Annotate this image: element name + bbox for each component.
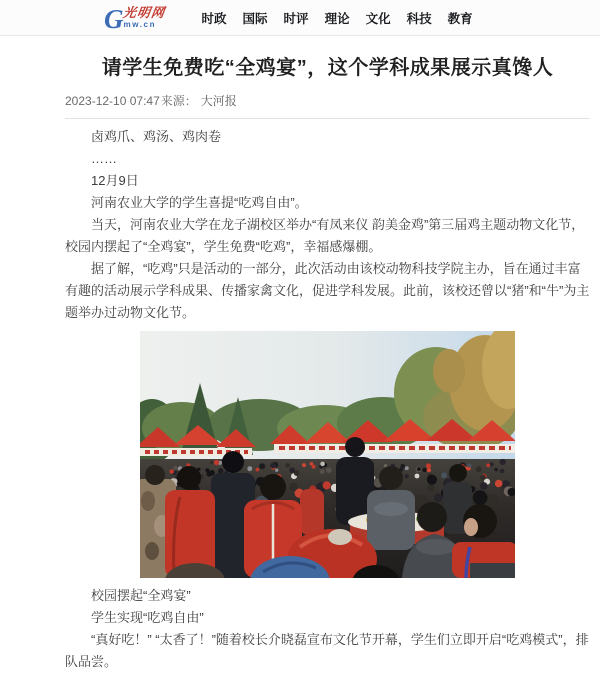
logo-g-glyph: G <box>104 3 124 34</box>
paragraph: 12月9日 <box>91 173 139 188</box>
article-title: 请学生免费吃“全鸡宴”，这个学科成果展示真馋人 <box>101 57 554 79</box>
article <box>0 55 600 673</box>
main-nav <box>202 9 473 27</box>
source-label: 来源： <box>160 94 197 108</box>
site-header <box>0 0 600 36</box>
article-body <box>65 119 590 673</box>
nav-item-commentary[interactable]: 时评 <box>283 11 309 26</box>
photo-illustration <box>140 331 515 578</box>
source-name: 大河报 <box>200 94 237 108</box>
nav-item-education[interactable]: 教育 <box>447 11 473 26</box>
site-logo[interactable] <box>104 3 166 34</box>
nav-item-tech[interactable]: 科技 <box>406 11 432 26</box>
paragraph: “真好吃！” “太香了！”随着校长介晓磊宣布文化节开幕，学生们立即开启“吃鸡模式”，排队品尝。 <box>65 632 589 669</box>
paragraph: 据了解，“吃鸡”只是活动的一部分，此次活动由该校动物科技学院主办，旨在通过丰富有趣的活动展示学科成果、传播家禽文化，促进学科发展。此前，该校还曾以“猪”和“牛”为主题举办过动物文化节。 <box>65 261 590 320</box>
nav-item-culture[interactable]: 文化 <box>365 11 391 26</box>
paragraph: 当天，河南农业大学在龙子湖校区举办“有凤来仪 韵美金鸡”第三届鸡主题动物文化节，校园内摆起了“全鸡宴”，学生免费“吃鸡”，幸福感爆棚。 <box>65 217 585 254</box>
nav-item-international[interactable]: 国际 <box>242 11 268 26</box>
logo-text-stack <box>121 4 166 29</box>
nav-item-politics[interactable]: 时政 <box>201 11 227 26</box>
paragraph: 河南农业大学的学生喜提“吃鸡自由”。 <box>91 195 308 210</box>
photo-caption: 学生实现“吃鸡自由” <box>91 610 204 625</box>
nav-item-theory[interactable]: 理论 <box>324 11 350 26</box>
logo-domain: mw.cn <box>123 19 157 29</box>
logo-site-name: 光明网 <box>121 4 166 20</box>
article-meta <box>65 92 590 109</box>
article-photo <box>140 331 515 578</box>
paragraph: 卤鸡爪、鸡汤、鸡肉卷 <box>91 129 222 144</box>
publish-date: 2023-12-10 07:47 <box>65 94 160 108</box>
paragraph: …… <box>91 151 117 166</box>
photo-caption: 校园摆起“全鸡宴” <box>91 588 191 603</box>
